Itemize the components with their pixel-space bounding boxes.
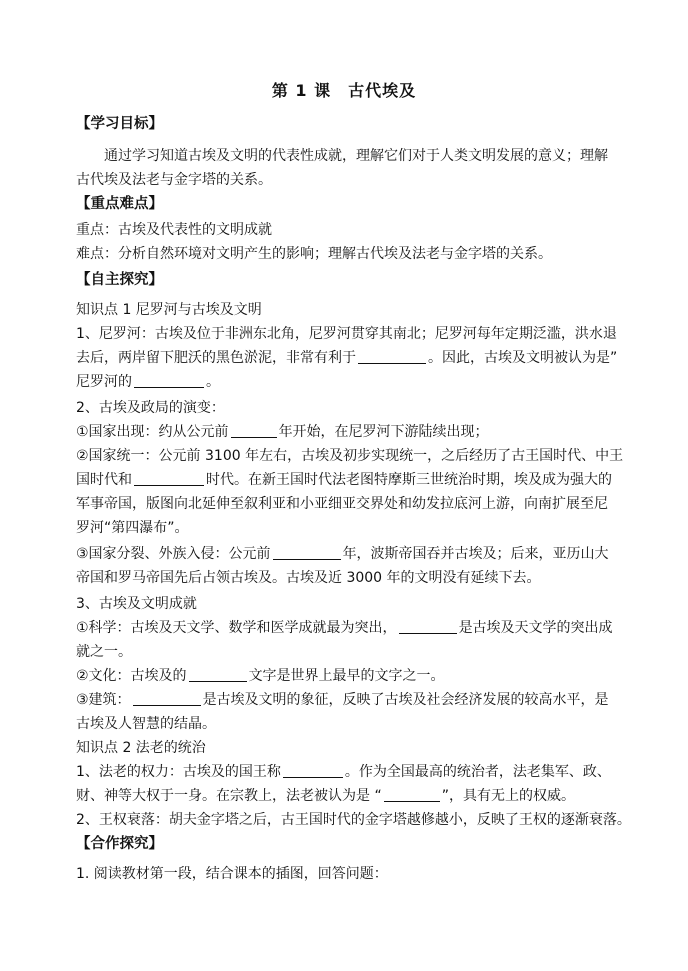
fill-blank[interactable] <box>384 787 440 802</box>
knowledge-point-title: 知识点 1 尼罗河与古埃及文明 <box>76 302 262 318</box>
text-segment: ①国家出现：约从公元前 <box>76 424 229 440</box>
text-segment: ”，具有无上的权威。 <box>441 788 575 804</box>
fill-blank[interactable] <box>189 667 247 682</box>
text-segment: 年开始，在尼罗河下游陆续出现； <box>278 424 489 440</box>
paragraph-line: 罗河“第四瀑布”。 <box>76 520 189 536</box>
paragraph-line <box>76 786 636 806</box>
fill-blank[interactable] <box>134 471 204 486</box>
text-segment: 时代。在新王国时代法老图特摩斯三世统治时期，埃及成为强大的 <box>206 472 612 488</box>
paragraph-line <box>76 666 636 686</box>
key-point-text: 重点：古埃及代表性的文明成就 <box>76 222 272 238</box>
paragraph-line <box>76 762 636 782</box>
paragraph-line <box>76 422 636 442</box>
text-segment: 财、神等大权于一身。在宗教上，法老被认为是 “ <box>76 788 382 804</box>
objectives-heading: 【学习目标】 <box>76 116 163 132</box>
fill-blank[interactable] <box>231 423 277 438</box>
paragraph-line <box>76 372 636 392</box>
text-segment: 是古埃及天文学的突出成 <box>458 620 613 636</box>
fill-blank[interactable] <box>273 545 341 560</box>
paragraph-line <box>76 470 636 490</box>
text-segment: 。 <box>206 374 220 390</box>
self-study-heading: 【自主探究】 <box>76 272 163 288</box>
fill-blank[interactable] <box>133 691 201 706</box>
paragraph-line: 1、尼罗河：古埃及位于非洲东北角，尼罗河贯穿其南北；尼罗河每年定期泛滥，洪水退 <box>76 326 617 342</box>
question-text: 1. 阅读教材第一段，结合课本的插图，回答问题： <box>76 866 388 882</box>
paragraph-line: 2、古埃及政局的演变： <box>76 400 225 416</box>
text-segment: 国时代和 <box>76 472 132 488</box>
paragraph-line: 军事帝国，版图向北延伸至叙利亚和小亚细亚交界处和幼发拉底河上游，向南扩展至尼 <box>76 496 608 512</box>
knowledge-point-title: 知识点 2 法老的统治 <box>76 740 206 756</box>
fill-blank[interactable] <box>134 373 204 388</box>
lesson-title: 第 1 课 古代埃及 <box>271 81 417 100</box>
text-segment: ②文化：古埃及的 <box>76 668 187 684</box>
paragraph-line: 帝国和罗马帝国先后占领古埃及。古埃及近 3000 年的文明没有延续下去。 <box>76 570 541 586</box>
fill-blank[interactable] <box>283 763 343 778</box>
objectives-text-line: 通过学习知道古埃及文明的代表性成就，理解它们对于人类文明发展的意义；理解 <box>104 148 608 164</box>
difficult-point-text: 难点：分析自然环境对文明产生的影响；理解古代埃及法老与金字塔的关系。 <box>76 246 552 262</box>
text-segment: 。作为全国最高的统治者，法老集军、政、 <box>344 764 611 780</box>
paragraph-line <box>76 690 636 710</box>
paragraph-line <box>76 348 636 368</box>
paragraph-line: 就之一。 <box>76 644 132 660</box>
text-segment: 年，波斯帝国吞并古埃及；后来，亚历山大 <box>342 546 609 562</box>
text-segment: 尼罗河的 <box>76 374 132 390</box>
paragraph-line: ②国家统一：公元前 3100 年左右，古埃及初步实现统一，之后经历了古王国时代、中王 <box>76 448 624 464</box>
text-segment: 是古埃及文明的象征，反映了古埃及社会经济发展的较高水平，是 <box>202 692 609 708</box>
paragraph-line: 3、古埃及文明成就 <box>76 596 197 612</box>
keypoints-heading: 【重点难点】 <box>76 196 163 212</box>
paragraph-line: 古埃及人智慧的结晶。 <box>76 716 216 732</box>
text-segment: ③建筑： <box>76 692 131 708</box>
paragraph-line <box>76 618 636 638</box>
fill-blank[interactable] <box>399 619 457 634</box>
fill-blank[interactable] <box>358 349 426 364</box>
text-segment: 文字是世界上最早的文字之一。 <box>248 668 445 684</box>
cooperative-heading: 【合作探究】 <box>76 836 163 852</box>
text-segment: 去后，两岸留下肥沃的黑色淤泥，非常有利于 <box>76 350 356 366</box>
objectives-text-line: 古代埃及法老与金字塔的关系。 <box>76 172 272 188</box>
text-segment: ①科学：古埃及天文学、数学和医学成就最为突出， <box>76 620 397 636</box>
text-segment: ③国家分裂、外族入侵：公元前 <box>76 546 271 562</box>
paragraph-line: 2、王权衰落：胡夫金字塔之后，古王国时代的金字塔越修越小，反映了王权的逐渐衰落。 <box>76 812 631 828</box>
text-segment: 1、法老的权力：古埃及的国王称 <box>76 764 281 780</box>
paragraph-line <box>76 544 636 564</box>
text-segment: 。因此，古埃及文明被认为是” <box>428 350 618 366</box>
